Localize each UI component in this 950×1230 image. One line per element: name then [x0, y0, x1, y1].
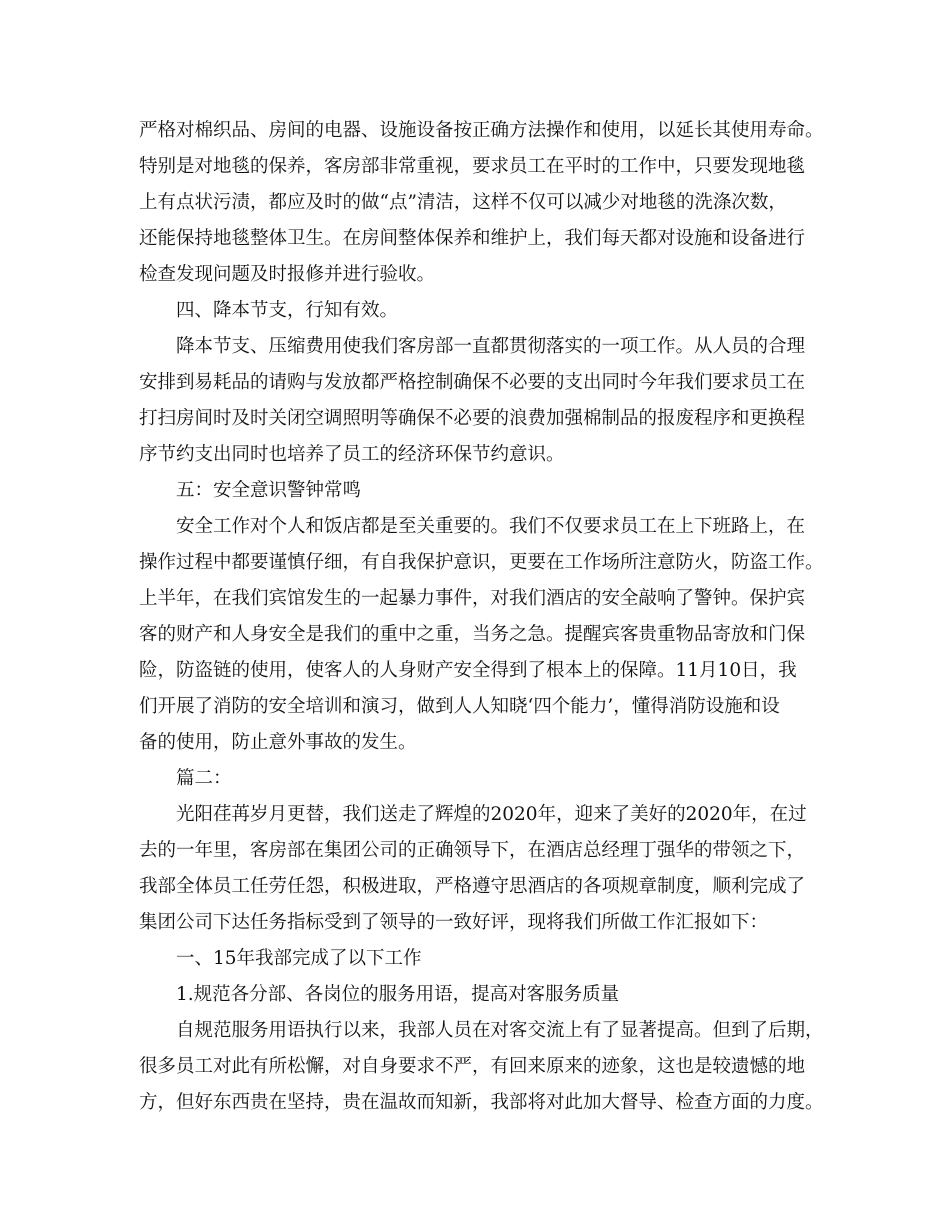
- section-heading: 一、15年我部完成了以下工作: [176, 948, 422, 969]
- text-line: 检查发现问题及时报修并进行验收。: [139, 264, 436, 285]
- text-line: 序节约支出同时也培养了员工的经济环保节约意识。: [139, 444, 565, 465]
- text-line: 降本节支、压缩费用使我们客房部一直都贯彻落实的一项工作。从人员的合理: [176, 336, 806, 357]
- text-line: 安全工作对个人和饭店都是至关重要的。我们不仅要求员工在上下班路上，在: [176, 516, 806, 537]
- text-line: 自规范服务用语执行以来，我部人员在对客交流上有了显著提高。但到了后期，: [176, 1020, 824, 1041]
- text-line: 很多员工对此有所松懈，对自身要求不严，有回来原来的迹象，这也是较遗憾的地: [139, 1056, 806, 1077]
- text-line: 特别是对地毯的保养，客房部非常重视，要求员工在平时的工作中，只要发现地毯: [139, 156, 806, 177]
- text-line: 我部全体员工任劳任怨，积极进取，严格遵守思酒店的各项规章制度，顺利完成了: [139, 876, 806, 897]
- text-line: 安排到易耗品的请购与发放都严格控制确保不必要的支出同时今年我们要求员工在: [139, 372, 806, 393]
- text-line: 严格对棉织品、房间的电器、设施设备按正确方法操作和使用，以延长其使用寿命。: [139, 120, 824, 141]
- section-heading: 篇二：: [176, 768, 232, 789]
- section-heading: 四、降本节支，行知有效。: [176, 300, 399, 321]
- text-line: 上半年，在我们宾馆发生的一起暴力事件，对我们酒店的安全敲响了警钟。保护宾: [139, 588, 806, 609]
- text-line: 客的财产和人身安全是我们的重中之重，当务之急。提醒宾客贵重物品寄放和门保: [139, 624, 806, 645]
- text-line: 操作过程中都要谨慎仔细，有自我保护意识，更要在工作场所注意防火，防盗工作。: [139, 552, 824, 573]
- section-heading: 五：安全意识警钟常鸣: [176, 480, 362, 501]
- text-line: 方，但好东西贵在坚持，贵在温故而知新，我部将对此加大督导、检查方面的力度。: [139, 1092, 824, 1113]
- text-line: 打扫房间时及时关闭空调照明等确保不必要的浪费加强棉制品的报废程序和更换程: [139, 408, 806, 429]
- text-line: 们开展了消防的安全培训和演习，做到人人知晓‘四个能力’，懂得消防设施和设: [139, 696, 780, 717]
- text-line: 备的使用，防止意外事故的发生。: [139, 732, 417, 753]
- text-line: 上有点状污渍，都应及时的做“点”清洁，这样不仅可以减少对地毯的洗涤次数，: [139, 192, 787, 213]
- text-line: 去的一年里，客房部在集团公司的正确领导下，在酒店总经理丁强华的带领之下，: [139, 840, 806, 861]
- text-line: 集团公司下达任务指标受到了领导的一致好评，现将我们所做工作汇报如下：: [139, 912, 769, 933]
- text-line: 光阳荏苒岁月更替，我们送走了辉煌的2020年，迎来了美好的2020年，在过: [176, 804, 807, 825]
- text-line: 险，防盗链的使用，使客人的人身财产安全得到了根本上的保障。11月10日，我: [139, 660, 797, 681]
- subsection-heading: 1.规范各分部、各岗位的服务用语，提高对客服务质量: [176, 984, 620, 1005]
- text-line: 还能保持地毯整体卫生。在房间整体保养和维护上，我们每天都对设施和设备进行: [139, 228, 806, 249]
